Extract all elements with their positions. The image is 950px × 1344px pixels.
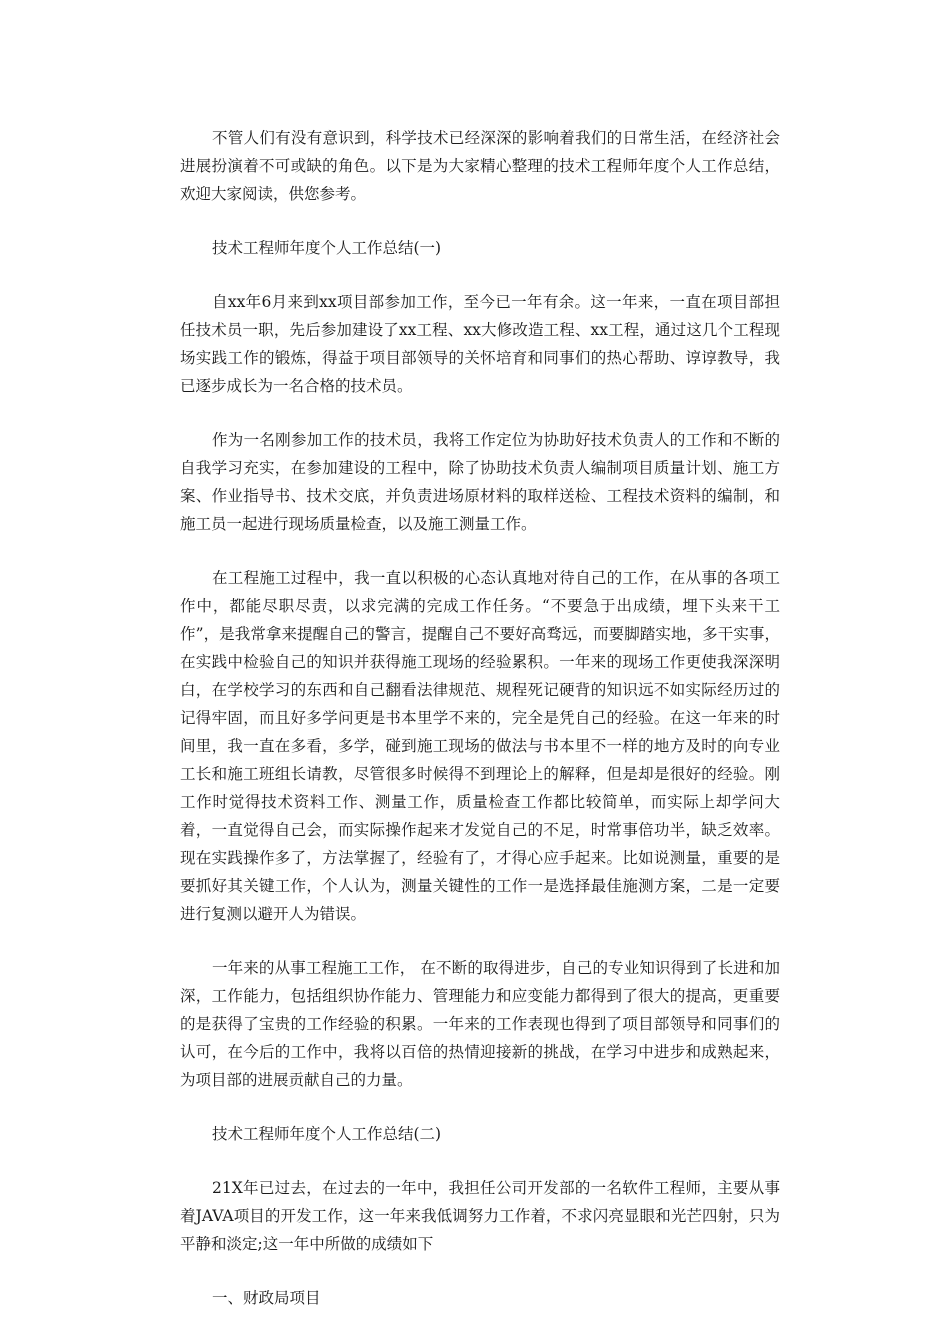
paragraph-4: 一年来的从事工程施工工作， 在不断的取得进步，自己的专业知识得到了长进和加深，工作能力，包括组织协作能力、管理能力和应变能力都得到了很大的提高，更重要的是获得了宝贵的工作经验的积累。一年来的工作表现也得到了项目部领导和同事们的认可，在今后的工作中，我将以百倍的热情迎接新的挑战，在学习中进步和成熟起来，为项目部的进展贡献自己的力量。 [180,959,780,1089]
section-heading-2: 技术工程师年度个人工作总结(二) [212,1125,442,1143]
section-heading-1: 技术工程师年度个人工作总结(一) [212,239,442,257]
paragraph-2: 作为一名刚参加工作的技术员，我将工作定位为协助好技术负责人的工作和不断的自我学习充实，在参加建设的工程中，除了协助技术负责人编制项目质量计划、施工方案、作业指导书、技术交底，并负责进场原材料的取样送检、工程技术资料的编制，和施工员一起进行现场质量检查，以及施工测量工作。 [180,431,780,533]
paragraph-3: 在工程施工过程中，我一直以积极的心态认真地对待自己的工作，在从事的各项工作中，都能尽职尽责，以求完满的完成工作任务。“不要急于出成绩，埋下头来干工作”，是我常拿来提醒自己的警言，提醒自己不要好高骛远，而要脚踏实地，多干实事，在实践中检验自己的知识并获得施工现场的经验累积。一年来的现场工作更使我深深明白，在学校学习的东西和自己翻看法律规范、规程死记硬背的知识远不如实际经历过的记得牢固，而且好多学问更是书本里学不来的，完全是凭自己的经验。在这一年来的时间里，我一直在多看，多学，碰到施工现场的做法与书本里不一样的地方及时的向专业工长和施工班组长请教，尽管很多时候得不到理论上的解释，但是却是很好的经验。刚工作时觉得技术资料工作、测量工作，质量检查工作都比较简单，而实际上却学问大着，一直觉得自己会，而实际操作起来才发觉自己的不足，时常事倍功半，缺乏效率。现在实践操作多了，方法掌握了，经验有了，才得心应手起来。比如说测量，重要的是要抓好其关键工作，个人认为，测量关键性的工作一是选择最佳施测方案，二是一定要进行复测以避开人为错误。 [180,569,780,923]
document-body [180,124,780,1338]
intro-paragraph: 不管人们有没有意识到，科学技术已经深深的影响着我们的日常生活，在经济社会进展扮演着不可或缺的角色。以下是为大家精心整理的技术工程师年度个人工作总结，欢迎大家阅读，供您参考。 [180,129,780,203]
paragraph-1: 自xx年6月来到xx项目部参加工作，至今已一年有余。这一年来，一直在项目部担任技术员一职，先后参加建设了xx工程、xx大修改造工程、xx工程，通过这几个工程现场实践工作的锻炼，得益于项目部领导的关怀培育和同事们的热心帮助、谆谆教导，我已逐步成长为一名合格的技术员。 [180,293,780,395]
paragraph-5: 21X年已过去，在过去的一年中，我担任公司开发部的一名软件工程师，主要从事着JAVA项目的开发工作，这一年来我低调努力工作着，不求闪亮显眼和光芒四射，只为平静和淡定;这一年中所做的成绩如下 [180,1179,780,1253]
list-item-1: 一、财政局项目 [212,1289,321,1307]
